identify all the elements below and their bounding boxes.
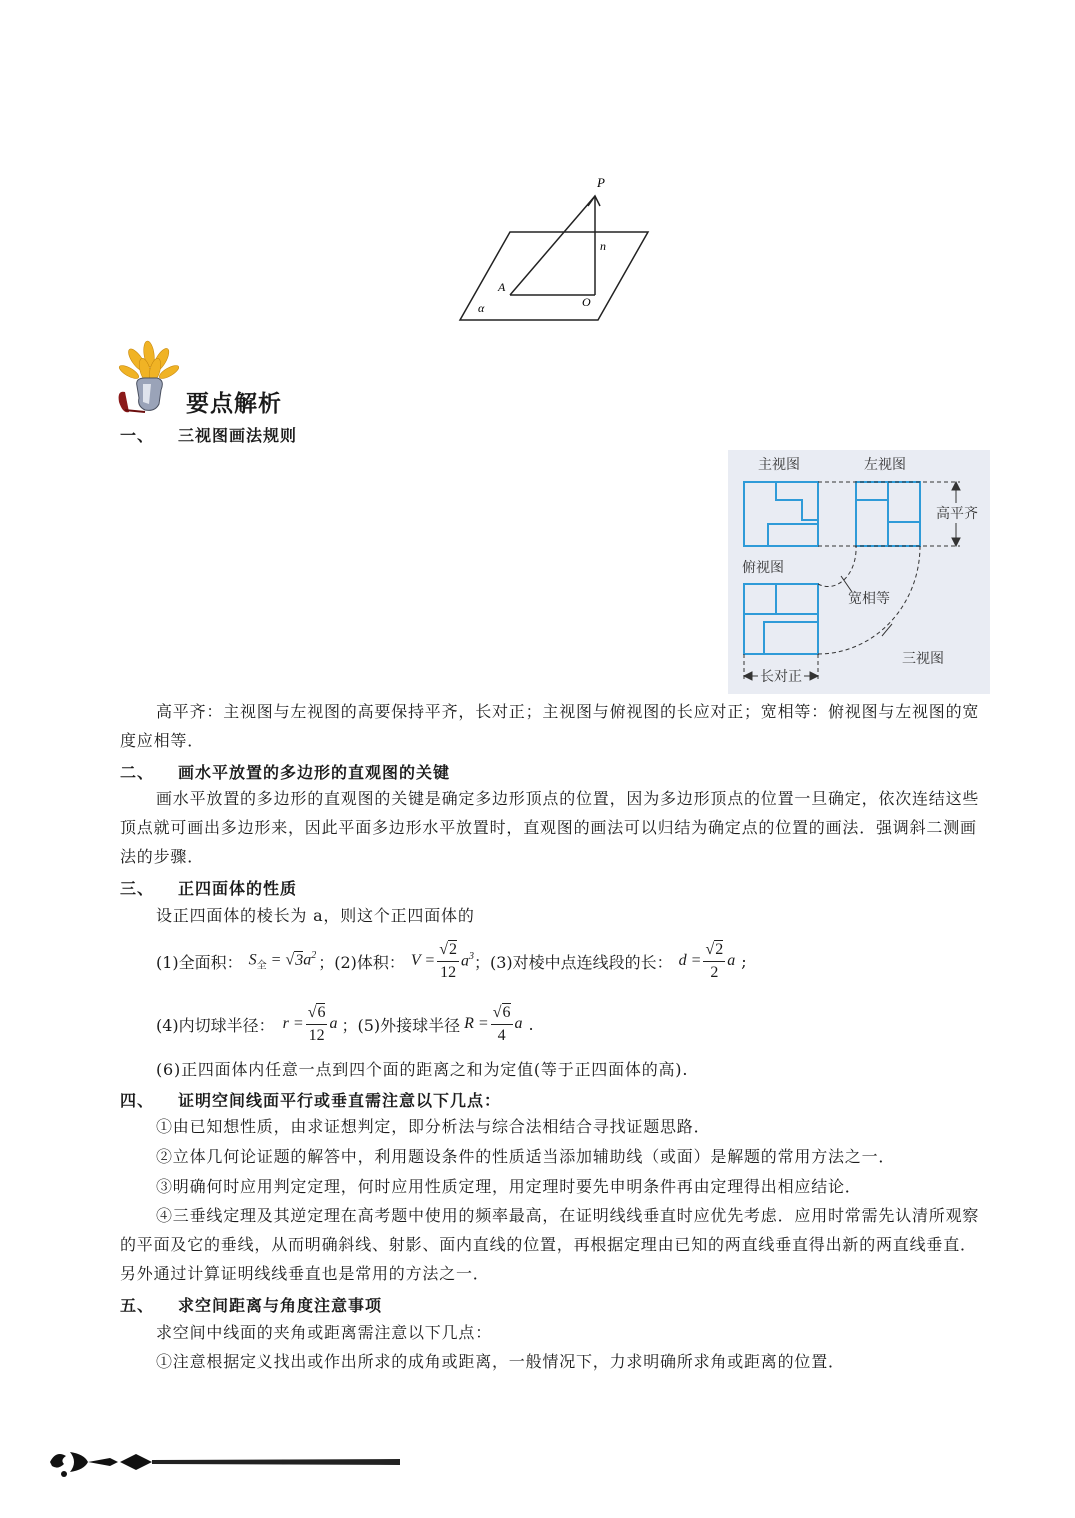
section-title: 要点解析 — [186, 391, 282, 417]
label-n: n — [600, 239, 606, 253]
label-A: A — [498, 280, 506, 294]
f2-label: ；(2)体积： — [318, 952, 405, 972]
label-height-align: 高平齐 — [936, 503, 978, 523]
heading-3-num: 三、 — [120, 879, 155, 898]
formula-line-2: (4)内切球半径： r = $\frac{√6}{12}$ a ；(5)外接球半径 R = $\frac{√6}{4}$ a . — [156, 1003, 534, 1044]
footer-ornament — [40, 1444, 410, 1480]
heading-4-title: 证明空间线面平行或垂直需注意以下几点： — [178, 1091, 502, 1110]
heading-1-num: 一、 — [120, 426, 155, 445]
label-O: O — [582, 295, 591, 309]
formula-volume: V = — [410, 952, 436, 969]
label-top-view: 俯视图 — [742, 560, 784, 576]
s4-item-4: ④三垂线定理及其逆定理在高考题中使用的频率最高，在证明线线垂直时应优先考虑．应用时常需先认清所观察的平面及它的垂线，从而明确斜线、射影、面内直线的位置，再根据定理由已知的两直线垂直得出新的两直线垂直．另外通过计算证明线线垂直也是常用的方法之一． — [120, 1206, 980, 1283]
s4-item-3: ③明确何时应用判定定理，何时应用性质定理，用定理时要先申明条件再由定理得出相应结论． — [156, 1177, 862, 1196]
f3-label: ；(3)对棱中点连线段的长： — [473, 952, 673, 972]
s5-item-1: ①注意根据定义找出或作出所求的成角或距离，一般情况下，力求明确所求角或距离的位置． — [156, 1352, 845, 1371]
s4-item-2: ②立体几何论证题的解答中，利用题设条件的性质适当添加辅助线（或面）是解题的常用方法之一． — [156, 1147, 896, 1166]
label-left-view: 左视图 — [864, 457, 906, 473]
three-view-figure — [728, 450, 990, 694]
heading-5-title: 求空间距离与角度注意事项 — [178, 1296, 383, 1315]
f1-label: (1)全面积： — [156, 952, 243, 972]
section-1-text: 高平齐：主视图与左视图的高要保持平齐，长对正；主视图与俯视图的长应对正；宽相等：俯视图与左视图的宽度应相等． — [120, 702, 980, 750]
heading-1-title: 三视图画法规则 — [178, 426, 298, 445]
heading-3-title: 正四面体的性质 — [178, 879, 298, 898]
formula-inradius: r = — [282, 1015, 304, 1032]
formula-midpoint-length: d = — [678, 952, 702, 969]
f5-label: ；(5)外接球半径 — [341, 1015, 461, 1035]
heading-2-title: 画水平放置的多边形的直观图的关键 — [178, 763, 451, 782]
section-3-item6: (6)正四面体内任意一点到四个面的距离之和为定值(等于正四面体的高). — [156, 1060, 689, 1079]
section-3-intro: 设正四面体的棱长为 a，则这个正四面体的 — [156, 906, 475, 925]
heading-2 — [120, 760, 450, 783]
formula-circumradius: R = — [464, 1015, 489, 1032]
s5-intro: 求空间中线面的夹角或距离需注意以下几点： — [156, 1323, 493, 1342]
label-width-equal: 宽相等 — [848, 591, 890, 607]
formula-surface-area: $S_全 = √3a^2$ — [248, 950, 317, 972]
label-length-align: 长对正 — [758, 666, 804, 686]
heading-4-num: 四、 — [120, 1091, 155, 1110]
heading-3 — [120, 876, 297, 899]
heading-4 — [120, 1088, 501, 1111]
wheat-bouquet-icon — [115, 340, 187, 416]
heading-5-num: 五、 — [120, 1296, 155, 1315]
label-three-views: 三视图 — [902, 651, 944, 667]
label-P: P — [597, 175, 605, 190]
heading-5 — [120, 1293, 382, 1316]
heading-1 — [120, 423, 297, 446]
plane-perpendicular-figure — [450, 170, 660, 330]
section-2-text: 画水平放置的多边形的直观图的关键是确定多边形顶点的位置，因为多边形顶点的位置一旦确定，依次连结这些顶点就可画出多边形来，因此平面多边形水平放置时，直观图的画法可以归结为确定点的位置的画法．强调斜二测画法的步骤． — [120, 789, 980, 866]
f4-label: (4)内切球半径： — [156, 1015, 275, 1035]
heading-2-num: 二、 — [120, 763, 155, 782]
s4-item-1: ①由已知想性质，由求证想判定，即分析法与综合法相结合寻找证题思路． — [156, 1117, 711, 1136]
label-main-view: 主视图 — [758, 457, 800, 473]
formula-line-1: (1)全面积： $S_全 = √3a^2$ ；(2)体积： V = $\frac{√2}{12}$ $a^3$ ；(3)对棱中点连线段的长： d = $\frac{√2}{2}$ a ; — [156, 940, 747, 981]
label-alpha: α — [478, 301, 485, 315]
